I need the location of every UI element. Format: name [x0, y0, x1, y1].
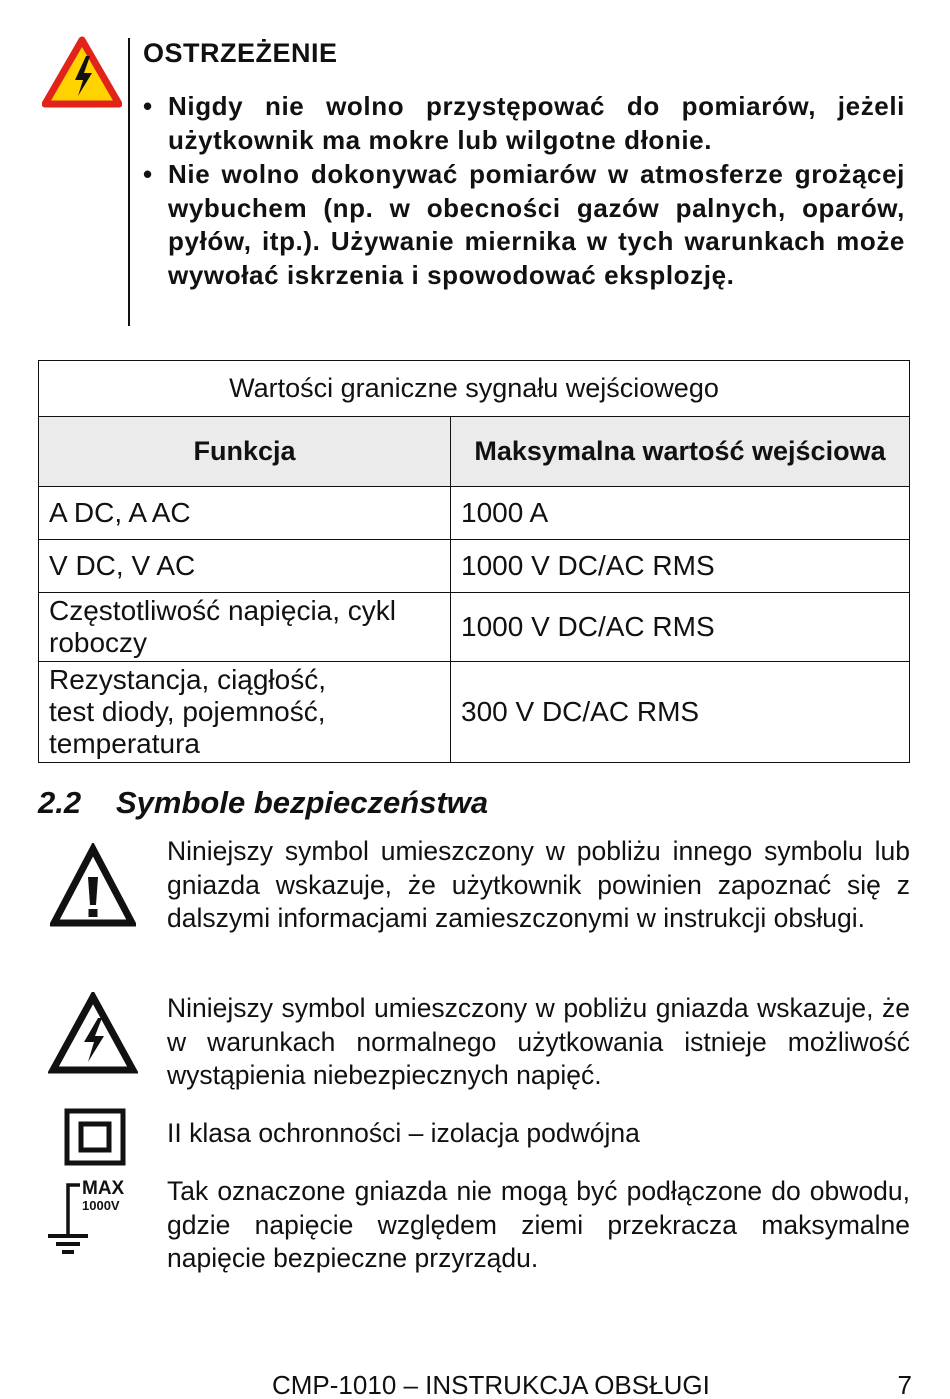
max-voltage-ground-icon — [44, 1180, 136, 1256]
table-header-row — [39, 417, 910, 487]
warning-item-text: Nie wolno dokonywać pomiarów w atmosferze grożącej wybuchem (np. w obecności gazów palnych, oparów, pyłów, itp.). Używanie miernika w tych warunkach może wywołać iskrzenia i spowodować eksplozję. — [168, 159, 905, 290]
table-cell: Rezystancja, ciągłość, test diody, pojemność, temperatura — [39, 662, 451, 763]
table-cell: A DC, A AC — [39, 487, 451, 540]
section-heading — [38, 785, 488, 821]
symbol-description: Tak oznaczone gniazda nie mogą być podłączone do obwodu, gdzie napięcie względem ziemi przekracza maksymalne napięcie bezpieczne przyrządu. — [167, 1176, 910, 1273]
table-row — [39, 593, 910, 662]
bullet-icon: • — [143, 159, 153, 189]
table-cell: 300 V DC/AC RMS — [451, 662, 910, 763]
table-cell: Częstotliwość napięcia, cykl roboczy — [39, 593, 451, 662]
high-voltage-warning-icon — [42, 36, 122, 108]
warning-item — [143, 90, 905, 157]
table-row — [39, 540, 910, 593]
table-caption: Wartości graniczne sygnału wejściowego — [39, 361, 910, 417]
table-row — [39, 662, 910, 763]
bullet-icon: • — [143, 91, 153, 121]
max-label: MAX — [82, 1178, 125, 1199]
input-limits-table — [38, 360, 910, 763]
table-cell: 1000 V DC/AC RMS — [451, 540, 910, 593]
warning-list — [143, 90, 905, 293]
table-cell: V DC, V AC — [39, 540, 451, 593]
lightning-triangle-icon — [48, 992, 138, 1076]
symbol-description: Niniejszy symbol umieszczony w pobliżu innego symbolu lub gniazda wskazuje, że użytkownik powinien zapoznać się z dalszymi informacjami zamieszczonymi w instrukcji obsługi. — [167, 836, 910, 933]
voltage-label: 1000V — [82, 1198, 120, 1213]
table-cell: 1000 V DC/AC RMS — [451, 593, 910, 662]
section-title: Symbole bezpieczeństwa — [116, 785, 489, 820]
warning-item — [143, 158, 905, 292]
column-header: Funkcja — [39, 417, 451, 487]
warning-title: OSTRZEŻENIE — [143, 38, 338, 68]
double-insulation-icon — [64, 1108, 126, 1166]
warning-divider — [128, 38, 130, 326]
exclamation-triangle-icon — [50, 843, 136, 929]
warning-item-text: Nigdy nie wolno przystępować do pomiarów, jeżeli użytkownik ma mokre lub wilgotne dłonie. — [168, 91, 905, 155]
symbol-description: Niniejszy symbol umieszczony w pobliżu gniazda wskazuje, że w warunkach normalnego użytkowania istnieje możliwość wystąpienia niebezpiecznych napięć. — [167, 993, 910, 1090]
symbol-description: II klasa ochronności – izolacja podwójna — [167, 1118, 640, 1148]
footer-title: CMP-1010 – INSTRUKCJA OBSŁUGI — [272, 1370, 710, 1399]
table-cell: 1000 A — [451, 487, 910, 540]
table-row — [39, 487, 910, 540]
section-number: 2.2 — [38, 785, 82, 820]
column-header: Maksymalna wartość wejściowa — [451, 417, 910, 487]
page-number: 7 — [897, 1370, 912, 1399]
